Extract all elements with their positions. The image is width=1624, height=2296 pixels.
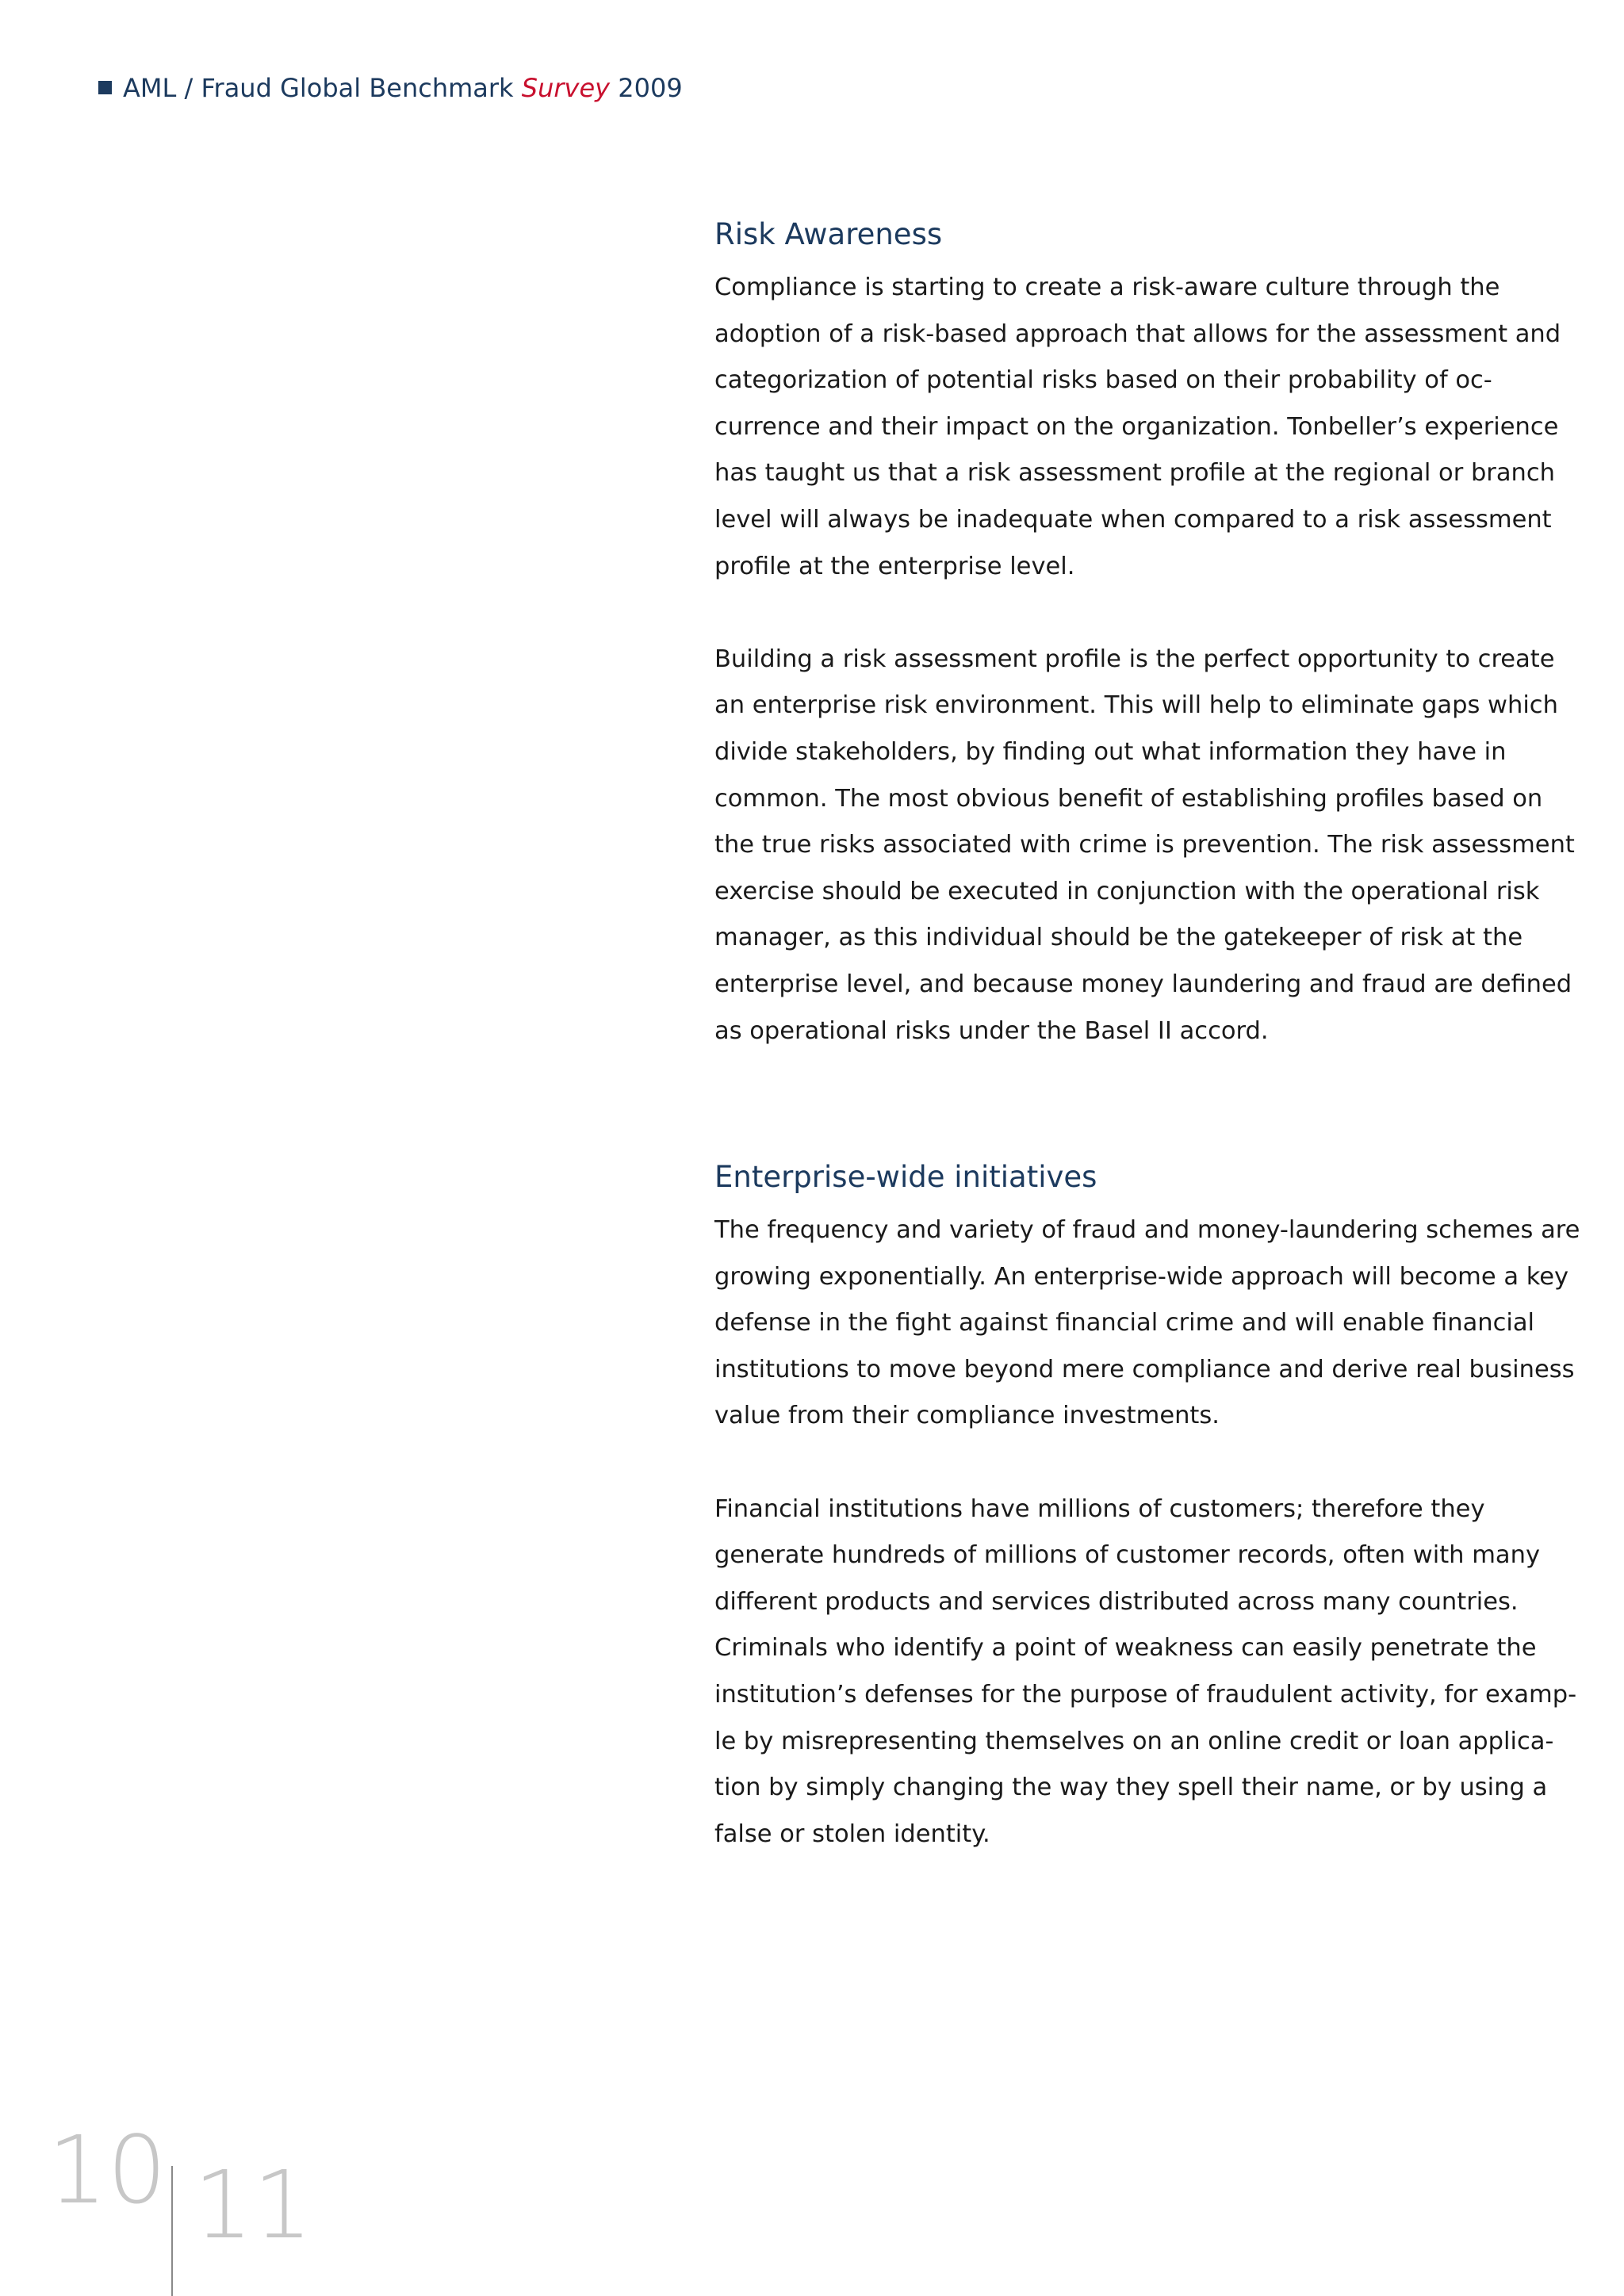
text-line: institutions to move beyond mere compliance and derive real business: [714, 1355, 1575, 1383]
section-title: Risk Awareness: [714, 217, 943, 251]
text-line: growing exponentially. An enterprise-wide approach will become a key: [714, 1262, 1569, 1291]
text-line: adoption of a risk-based approach that allows for the assessment and: [714, 320, 1561, 348]
text-line: manager, as this individual should be the gatekeeper of risk at the: [714, 924, 1523, 952]
text-line: generate hundreds of millions of customer records, often with many: [714, 1541, 1540, 1570]
header-prefix: AML / Fraud Global Benchmark: [123, 73, 522, 103]
text-line: Building a risk assessment profile is the perfect opportunity to create: [714, 645, 1555, 673]
text-line: has taught us that a risk assessment profile at the regional or branch: [714, 459, 1555, 488]
text-line: divide stakeholders, by finding out what information they have in: [714, 737, 1507, 766]
text-line: as operational risks under the Basel II accord.: [714, 1016, 1269, 1045]
section-risk-awareness: [714, 212, 1575, 1054]
text-line: level will always be inadequate when compared to a risk assessment: [714, 505, 1552, 534]
header-accent: Survey: [521, 73, 611, 103]
running-header: [98, 70, 683, 106]
text-line: tion by simply changing the way they spell their name, or by using a: [714, 1774, 1548, 1802]
text-line: value from their compliance investments.: [714, 1402, 1220, 1430]
paragraph: [714, 1207, 1580, 1440]
section-enterprise-wide-initiatives: [714, 1155, 1580, 1858]
text-line: The frequency and variety of fraud and money-laundering schemes are: [714, 1216, 1580, 1245]
text-line: an enterprise risk environment. This will help to eliminate gaps which: [714, 691, 1558, 720]
text-line: Financial institutions have millions of customers; therefore they: [714, 1494, 1485, 1523]
text-line: le by misrepresenting themselves on an online credit or loan applica-: [714, 1727, 1554, 1755]
text-line: currence and their impact on the organization. Tonbeller’s experience: [714, 412, 1559, 441]
page-number-right: 11: [193, 2150, 313, 2260]
text-line: the true risks associated with crime is prevention. The risk assessment: [714, 831, 1575, 859]
page-number-left: 10: [48, 2115, 167, 2225]
text-line: categorization of potential risks based on their probability of oc-: [714, 366, 1492, 395]
text-line: common. The most obvious benefit of establishing profiles based on: [714, 784, 1543, 813]
section-title: Enterprise-wide initiatives: [714, 1160, 1097, 1195]
text-line: defense in the fight against financial crime and will enable financial: [714, 1309, 1535, 1337]
paragraph: [714, 637, 1575, 1054]
page-divider-rule: [171, 2166, 173, 2296]
text-line: different products and services distributed across many countries.: [714, 1587, 1519, 1616]
paragraph: [714, 1487, 1577, 1858]
square-bullet-icon: [98, 81, 112, 94]
text-line: exercise should be executed in conjunction with the operational risk: [714, 877, 1540, 905]
text-line: Criminals who identify a point of weakness can easily penetrate the: [714, 1634, 1537, 1663]
article-body: [714, 212, 1580, 1858]
text-line: Compliance is starting to create a risk-aware culture through the: [714, 274, 1500, 301]
text-line: institution’s defenses for the purpose of fraudulent activity, for examp-: [714, 1681, 1577, 1709]
text-line: false or stolen identity.: [714, 1820, 990, 1848]
text-line: profile at the enterprise level.: [714, 552, 1075, 580]
header-suffix: 2009: [610, 73, 683, 103]
text-line: enterprise level, and because money laundering and fraud are defined: [714, 970, 1572, 998]
paragraph: [714, 265, 1561, 590]
